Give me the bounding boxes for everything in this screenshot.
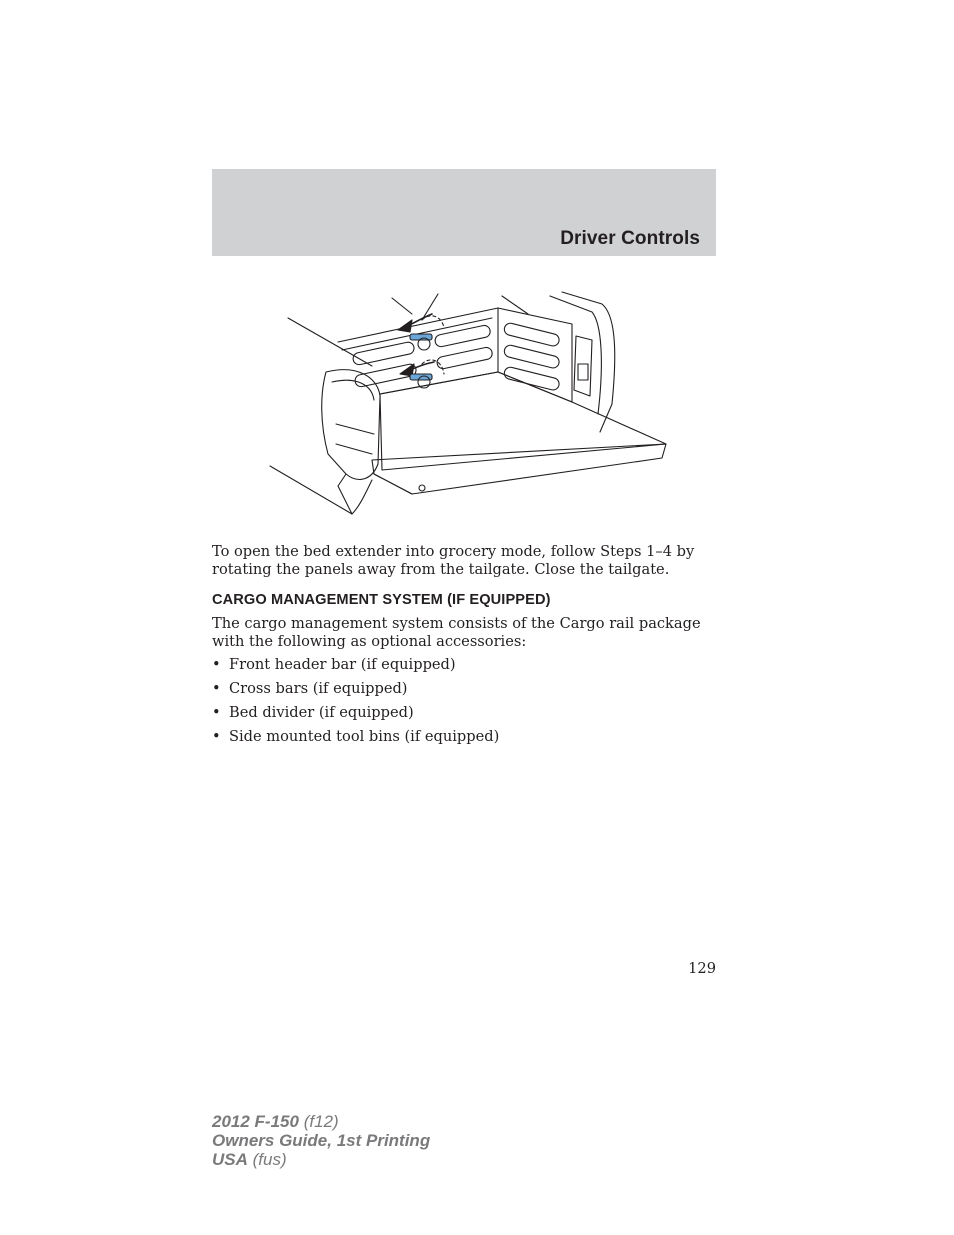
list-item-text: Cross bars (if equipped) bbox=[229, 680, 408, 697]
intro-paragraph: To open the bed extender into grocery mode, follow Steps 1–4 by rotating the panels away from the tailgate. Close the tailgate. bbox=[212, 543, 695, 578]
footer-line-model bbox=[212, 1112, 430, 1131]
document-footer bbox=[212, 1112, 430, 1169]
footer-guide: Owners Guide, 1st Printing bbox=[212, 1131, 431, 1150]
list-item-text: Side mounted tool bins (if equipped) bbox=[229, 728, 500, 745]
footer-line-guide bbox=[212, 1131, 430, 1150]
bed-extender-illustration bbox=[262, 284, 672, 520]
list-item-text: Bed divider (if equipped) bbox=[229, 704, 414, 721]
section-title: Driver Controls bbox=[560, 228, 700, 249]
list-item-text: Front header bar (if equipped) bbox=[229, 656, 456, 673]
section-paragraph: The cargo management system consists of the Cargo rail package with the following as optional accessories: bbox=[212, 615, 701, 650]
bullet-glyph: • bbox=[212, 680, 221, 697]
bullet-glyph: • bbox=[212, 728, 221, 745]
bullet-glyph: • bbox=[212, 656, 221, 673]
list-item bbox=[212, 680, 499, 704]
footer-line-market bbox=[212, 1150, 430, 1169]
accessory-list bbox=[212, 656, 499, 752]
list-item bbox=[212, 704, 499, 728]
section-heading: CARGO MANAGEMENT SYSTEM (IF EQUIPPED) bbox=[212, 592, 551, 608]
footer-model: 2012 F-150 bbox=[212, 1112, 299, 1131]
list-item bbox=[212, 656, 499, 680]
page-number: 129 bbox=[688, 960, 716, 977]
footer-model-code: (f12) bbox=[303, 1112, 339, 1131]
footer-market: USA bbox=[212, 1150, 248, 1169]
section-header-band bbox=[212, 169, 716, 256]
footer-market-code: (fus) bbox=[252, 1150, 287, 1169]
list-item bbox=[212, 728, 499, 752]
bullet-glyph: • bbox=[212, 704, 221, 721]
